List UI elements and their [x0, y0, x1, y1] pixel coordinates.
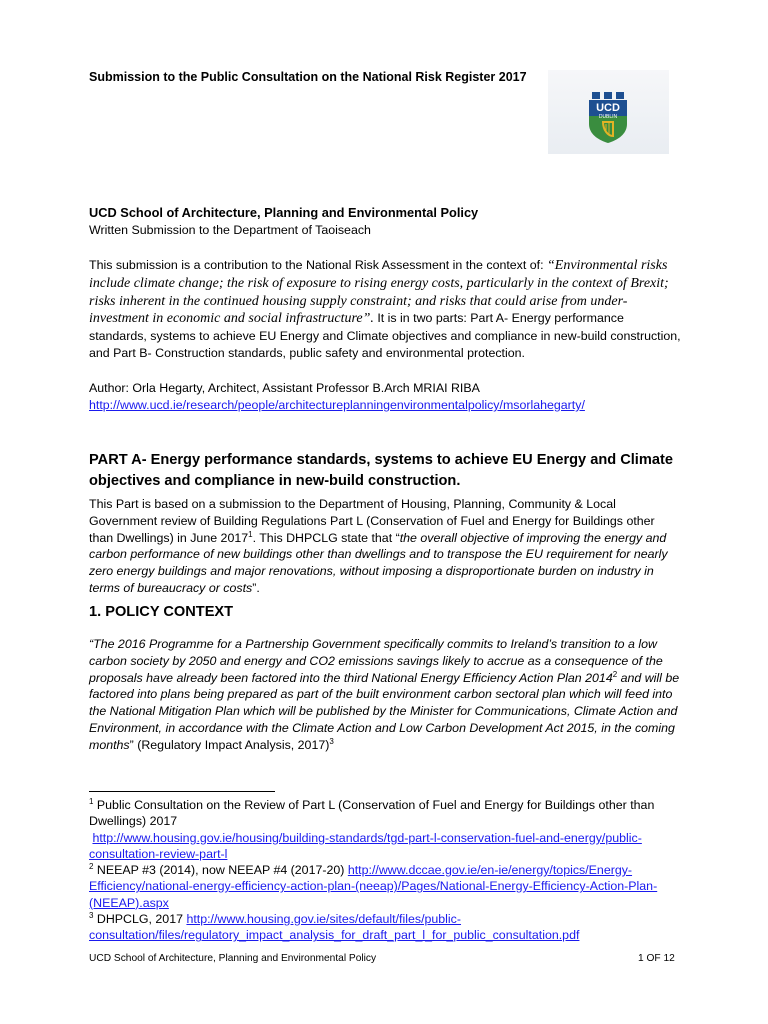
part-a-end: ”.: [252, 580, 260, 595]
footnote-3-text: DHPCLG, 2017: [93, 912, 187, 926]
footnote-ref-2[interactable]: 2: [612, 669, 618, 679]
footnote-2-text: NEEAP #3 (2014), now NEEAP #4 (2017-20): [93, 863, 348, 877]
intro-rest: It is in two parts: Part A- Energy performance standards, systems to achieve EU Energy and Climate objectives and compliance in new-build construction, and Part B- Construction standards, public safety and environmental protection.: [89, 311, 681, 360]
logo-text: UCD: [596, 102, 620, 114]
footnote-1-link[interactable]: http://www.housing.gov.ie/housing/building-standards/tgd-part-l-conservation-fuel-and-energy/public-consultation-review-part-l: [89, 830, 642, 862]
part-a-lead: This Part is based on a submission to the Department of Housing, Planning, Community & Local Government review of Building Regulations Part L (Conservation of Fuel and Energy for Buildings other than Dwellings) in June 2017: [89, 497, 655, 545]
intro-lead: This submission is a contribution to the National Risk Assessment in the context of:: [89, 258, 547, 272]
part-a-quote: the overall objective of improving the energy and carbon performance of new buildings other than dwellings and to transpose the EU requirement for nearly zero energy buildings and major renovations, without imposing a disproportionate burden on industry in terms of bureaucracy or costs: [89, 530, 668, 595]
footnote-3-link[interactable]: http://www.housing.gov.ie/sites/default/files/public-consultation/files/regulatory_impact_analysis_for_draft_part_l_for_public_consultation.pdf: [89, 912, 580, 943]
author-url-row: [89, 397, 681, 414]
footnote-2-link[interactable]: http://www.dccae.gov.ie/en-ie/energy/topics/Energy-Efficiency/national-energy-efficiency-action-plan-(neeap)/Pages/National-Energy-Efficiency-Action-Plan-(NEEAP).aspx: [89, 863, 658, 910]
policy-context-heading: 1. POLICY CONTEXT: [89, 604, 234, 620]
footnote-separator: [89, 791, 275, 792]
policy-open-quote: “: [89, 637, 94, 651]
footnote-ref-3[interactable]: 3: [329, 736, 334, 746]
footnote-2: [89, 862, 689, 911]
footnote-2-number: 2: [89, 861, 94, 871]
part-a-heading: PART A- Energy performance standards, systems to achieve EU Energy and Climate objectives and compliance in new-build construction.: [89, 452, 673, 489]
ucd-logo: [548, 70, 669, 154]
school-name: UCD School of Architecture, Planning and Environmental Policy: [89, 205, 479, 220]
policy-quote-b: and will be factored into plans being prepared as part of the built environment carbon sectoral plan which will feed into the National Mitigation Plan which will be published by the Minister for Communications, Climate Action and Environment, in accordance with the Climate Action and Low Carbon Development Act 2015, in the coming months: [89, 670, 680, 752]
page-number: 1 OF 12: [638, 953, 675, 964]
footnote-1-number: 1: [89, 796, 94, 806]
author-link[interactable]: http://www.ucd.ie/research/people/architectureplanningenvironmentalpolicy/msorlahegarty/: [89, 398, 585, 412]
policy-paragraph: [89, 636, 681, 754]
footnote-1-text: Public Consultation on the Review of Part L (Conservation of Fuel and Energy for Buildings other than Dwellings) 2017: [89, 798, 655, 829]
policy-quote-a: The 2016 Programme for a Partnership Government specifically commits to Ireland’s transition to a low carbon society by 2050 and energy and CO2 emissions savings likely to accrue as a consequence of the proposals have already been factored into the third National Energy Efficiency Action Plan 2014: [89, 637, 663, 685]
footnote-3-number: 3: [89, 910, 94, 920]
intro-paragraph: [89, 257, 681, 362]
author-line: Author: Orla Hegarty, Architect, Assistant Professor B.Arch MRIAI RIBA: [89, 381, 480, 395]
footer-school: UCD School of Architecture, Planning and Environmental Policy: [89, 953, 377, 964]
footnote-1: [89, 797, 689, 863]
policy-tail: ” (Regulatory Impact Analysis, 2017): [129, 737, 330, 752]
intro-quote: “Environmental risks include climate change; the risk of exposure to rising energy costs, particularly in the context of Brexit; risks inherent in the continued housing supply constraint; and risks that could arise from under-investment in economic and social infrastructure”.: [89, 258, 669, 327]
school-subtitle: Written Submission to the Department of Taoiseach: [89, 223, 371, 237]
header-title: Submission to the Public Consultation on the National Risk Register 2017: [89, 70, 527, 84]
part-a-paragraph: [89, 496, 681, 597]
part-a-mid: . This DHPCLG state that “: [252, 530, 400, 545]
logo-subtext: DUBLIN: [598, 114, 618, 120]
footnote-3: [89, 911, 689, 944]
footnote-ref-1[interactable]: 1: [248, 529, 253, 539]
